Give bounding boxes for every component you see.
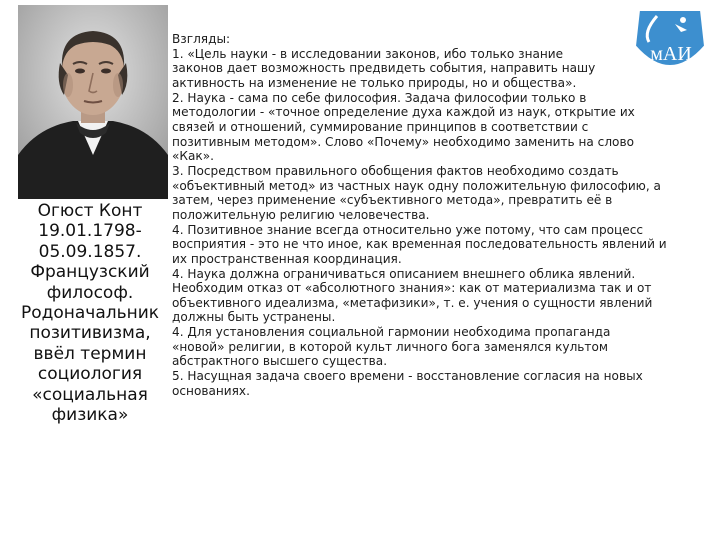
caption-line: Французский <box>30 262 150 283</box>
text-line: позитивным методом». Слово «Почему» необходимо заменить на слово <box>172 134 634 149</box>
text-line: 4. Позитивное знание всегда относительно уже потому, что сам процесс <box>172 222 644 237</box>
text-line: законов дает возможность предвидеть события, направить нашу <box>172 61 596 76</box>
logo-text: мАИ <box>650 43 692 65</box>
portrait-drawing <box>18 5 168 199</box>
views-text <box>172 32 698 398</box>
text-line: Взгляды: <box>172 32 231 46</box>
text-line: положительную религию человечества. <box>172 207 430 222</box>
text-line: их пространственная координация. <box>172 251 402 266</box>
portrait-image <box>18 5 168 199</box>
text-line: затем, через применение «субъективного метода», превратить её в <box>172 193 613 208</box>
text-line: основаниях. <box>172 383 250 398</box>
caption-line: философ. <box>46 282 134 303</box>
caption-line: «социальная <box>32 384 148 405</box>
caption-line: физика» <box>51 405 129 426</box>
caption-line: Огюст Конт <box>37 201 143 221</box>
portrait-caption <box>14 201 166 425</box>
caption-line: 05.09.1857. <box>38 241 142 262</box>
text-line: объективного идеализма, «метафизики», т. е. учения о сущности явлений <box>172 295 653 310</box>
text-line: 5. Насущная задача своего времени - восстановление согласия на новых <box>172 369 643 384</box>
text-line: восприятия - это не что иное, как временная последовательность явлений и <box>172 237 667 252</box>
text-line: 3. Посредством правильного обобщения фактов необходимо создать <box>172 163 619 178</box>
text-line: «Как». <box>172 149 214 164</box>
text-line: 1. «Цель науки - в исследовании законов, ибо только знание <box>172 46 564 61</box>
caption-line: 19.01.1798- <box>38 221 142 242</box>
text-line: должны быть устранены. <box>172 310 336 325</box>
text-line: Необходим отказ от «абсолютного знания»: как от материализма так и от <box>172 281 652 296</box>
caption-line: ввёл термин <box>33 343 147 364</box>
caption-line: позитивизма, <box>29 323 151 344</box>
caption-line: социология <box>37 364 143 385</box>
text-line: связей и отношений, суммирование принципов в соответствии с <box>172 119 589 134</box>
text-line: 4. Наука должна ограничиваться описанием внешнего облика явлений. <box>172 266 636 281</box>
text-line: «объективный метод» из частных наук одну положительную философию, а <box>172 178 661 193</box>
text-line: активность на изменение не только природы, но и общества». <box>172 75 577 90</box>
text-line: абстрактного высшего существа. <box>172 354 388 369</box>
caption-line: Родоначальник <box>20 303 160 324</box>
mai-logo <box>631 6 709 84</box>
text-line: методологии - «точное определение духа каждой из наук, открытие их <box>172 105 635 120</box>
logo-emblem-icon <box>631 6 709 84</box>
text-line: 2. Наука - сама по себе философия. Задача философии только в <box>172 90 587 105</box>
text-line: 4. Для установления социальной гармонии необходима пропаганда <box>172 325 611 340</box>
text-line: «новой» религии, в которой культ личного бога заменялся культом <box>172 339 608 354</box>
